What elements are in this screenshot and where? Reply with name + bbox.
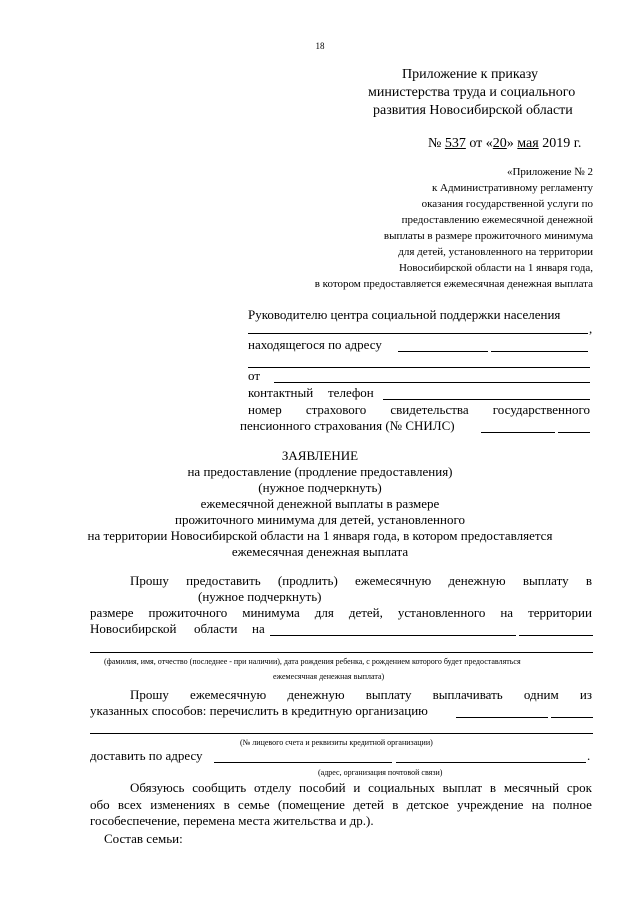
snils-word-4: государственного [492, 402, 590, 417]
p3-word: Обязуюсь [130, 780, 185, 795]
page-number: 18 [315, 41, 325, 51]
p1-word: минимума [242, 605, 300, 620]
address-blank-1 [398, 351, 488, 352]
title-line-7: ежемесячная денежная выплата [231, 544, 409, 559]
appendix-line-1: «Приложение № 2 [506, 166, 593, 178]
p3-word: срок [566, 780, 592, 795]
p3-word: на [531, 797, 545, 812]
bank-blank-2 [551, 717, 593, 718]
p1-word: ежемесячную [355, 573, 432, 588]
p3-word: изменениях [150, 797, 216, 812]
appendix-line-4: предоставлению ежемесячной денежной [401, 214, 593, 226]
p3-word: полное [552, 797, 592, 812]
order-number: 537 [444, 136, 466, 151]
title-line-2: на предоставление (продление предоставления) [187, 464, 453, 479]
p3-word: семье [238, 797, 270, 812]
snils-blank-1 [481, 432, 555, 433]
p1-word: на [500, 605, 514, 620]
p2-period: . [587, 748, 591, 763]
p2-word: Прошу [130, 687, 169, 702]
header-line-3: развития Новосибирской области [373, 103, 573, 118]
p2-word: ежемесячную [190, 687, 267, 702]
p3-word: в [223, 797, 230, 812]
p1-caption-2: ежемесячная денежная выплата) [273, 672, 385, 681]
order-number-line [428, 137, 581, 151]
p3-word: детское [406, 797, 449, 812]
snils-word-2: страхового [305, 402, 367, 417]
p2-word: денежную [287, 687, 345, 702]
p1-word: (продлить) [277, 573, 338, 588]
p3-word: сообщить [192, 780, 247, 795]
p1-word: выплату [522, 573, 569, 588]
p3-line-1 [130, 781, 592, 794]
p2-line-2: указанных способов: перечислить в кредитную организацию [90, 703, 428, 718]
order-mid2: » [506, 136, 514, 151]
p1-line-1 [130, 574, 592, 587]
p1-word: для [314, 605, 334, 620]
order-mid: от « [469, 136, 493, 151]
header-line-2: министерства труда и социального [368, 85, 576, 100]
p2-line-1 [130, 688, 592, 701]
addressee-name-blank [248, 333, 588, 334]
p2-word: выплату [365, 687, 412, 702]
deliver-blank-2 [396, 762, 586, 763]
child-info-blank-1 [270, 635, 516, 636]
p1-line-2 [90, 606, 592, 619]
order-month: мая [517, 136, 539, 151]
p2-word: из [579, 687, 592, 702]
snils-word-3: свидетельства [390, 402, 469, 417]
p3-word: отделу [254, 780, 292, 795]
p1-word: размере [90, 605, 134, 620]
p3-word: всех [117, 797, 142, 812]
appendix-line-2: к Административному регламенту [431, 182, 593, 194]
p3-line-3: гособеспечение, перемена места жительства и др.). [90, 813, 374, 828]
p3-word: в [392, 797, 399, 812]
p1-caption-1: (фамилия, имя, отчество (последнее - при наличии), дата рождения ребенка, с рождением которого будет предоставляться [104, 657, 521, 666]
p1-word: Прошу [130, 573, 169, 588]
p1-line-3-w1: Новосибирской [90, 621, 177, 636]
child-info-blank-2 [519, 635, 593, 636]
appendix-line-5: выплаты в размере прожиточного минимума [383, 230, 593, 242]
p3-word: (помещение [277, 797, 345, 812]
addressee-to: Руководителю центра социальной поддержки населения [248, 307, 561, 322]
phone-word-2: телефон [328, 385, 374, 400]
order-day: 20 [492, 136, 507, 151]
p2-deliver: доставить по адресу [90, 748, 203, 763]
p3-word: социальных [368, 780, 435, 795]
p3-word: выплат [442, 780, 483, 795]
address-blank-2 [491, 351, 588, 352]
address-label: находящегося по адресу [248, 337, 382, 352]
from-blank [274, 382, 590, 383]
p1-word: территории [528, 605, 592, 620]
p1-word: денежную [448, 573, 506, 588]
p3-word: и [353, 780, 361, 795]
appendix-line-8: в котором предоставляется ежемесячная денежная выплата [314, 278, 593, 290]
p3-word: обо [90, 797, 110, 812]
title-line-3: (нужное подчеркнуть) [258, 480, 382, 495]
p3-word: учреждение [457, 797, 524, 812]
p2-caption: (№ лицевого счета и реквизиты кредитной организации) [240, 738, 433, 747]
snils-line-2: пенсионного страхования (№ СНИЛС) [240, 418, 455, 433]
p1-line-3-w2: области [194, 621, 238, 636]
address-blank-3 [248, 367, 590, 368]
snils-word-1: номер [248, 402, 282, 417]
header-line-1: Приложение к приказу [402, 67, 538, 82]
appendix-line-6: для детей, установленного на территории [398, 246, 593, 258]
p2-word: одним [523, 687, 559, 702]
p1-word: детей, [348, 605, 383, 620]
title-line-1: ЗАЯВЛЕНИЕ [281, 448, 359, 463]
bank-blank-3 [90, 733, 593, 734]
phone-blank [383, 399, 590, 400]
p3-line-2 [90, 798, 592, 811]
appendix-line-7: Новосибирской области на 1 января года, [398, 262, 593, 274]
p3-word: в [489, 780, 497, 795]
child-info-blank-3 [90, 652, 593, 653]
appendix-line-3: оказания государственной услуги по [421, 198, 593, 210]
order-suffix: 2019 г. [542, 136, 582, 151]
p3-word: месячный [503, 780, 560, 795]
p2-word: выплачивать [432, 687, 503, 702]
title-line-6: на территории Новосибирской области на 1 января года, в котором предоставляется [87, 528, 553, 543]
snils-blank-2 [558, 432, 590, 433]
p1-word: прожиточного [148, 605, 228, 620]
family-composition-label: Состав семьи: [104, 831, 183, 846]
p1-line-3-w3: на [252, 621, 265, 636]
addressee-comma: , [589, 321, 593, 336]
phone-word-1: контактный [248, 385, 314, 400]
order-prefix: № [428, 136, 442, 151]
p1-word: предоставить [186, 573, 261, 588]
deliver-blank-1 [214, 762, 392, 763]
title-line-4: ежемесячной денежной выплаты в размере [200, 496, 440, 511]
p3-word: пособий [299, 780, 346, 795]
p1-word: установленного [397, 605, 486, 620]
title-line-5: прожиточного минимума для детей, установленного [175, 512, 465, 527]
p3-word: детей [353, 797, 384, 812]
p2-caption-2: (адрес, организация почтовой связи) [318, 768, 443, 777]
bank-blank-1 [456, 717, 548, 718]
snils-line-1 [248, 403, 590, 416]
from-label: от [248, 368, 261, 383]
p1-word: в [585, 573, 592, 588]
p1-note: (нужное подчеркнуть) [198, 589, 322, 604]
